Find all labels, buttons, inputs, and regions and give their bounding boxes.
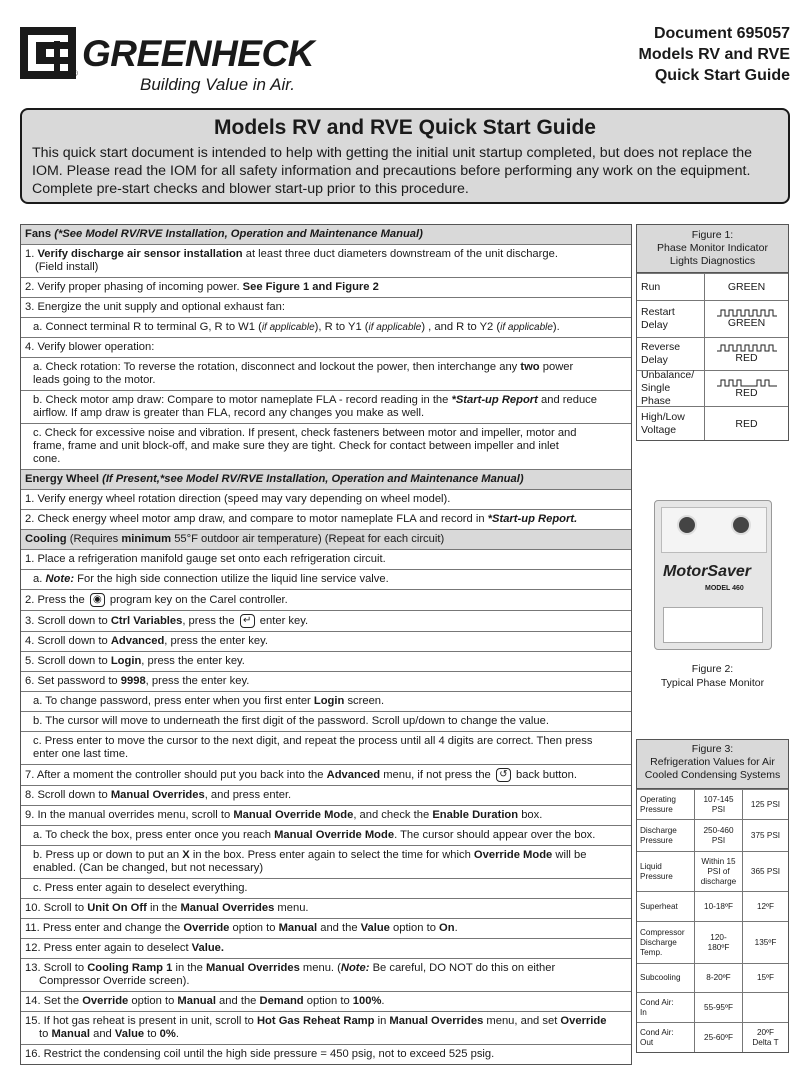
registered-mark: ® — [72, 69, 78, 78]
enter-key-icon: ↵ — [240, 614, 255, 628]
figure-1-title: Figure 1: Phase Monitor Indicator Lights Diagnostics — [637, 225, 788, 273]
cooling-step-14: 14. Set the Override option to Manual and the Demand option to 100%. — [21, 991, 631, 1011]
figure-1-row-run: Run GREEN — [637, 273, 788, 300]
document-info — [639, 23, 790, 86]
logo-mark-icon — [20, 27, 76, 79]
fans-step-4: 4. Verify blower operation: — [21, 337, 631, 357]
cooling-step-3: 3. Scroll down to Ctrl Variables, press the ↵ enter key. — [21, 610, 631, 631]
cooling-step-15: 15. If hot gas reheat is present in unit, scroll to Hot Gas Reheat Ramp in Manual Overrides menu, and set Override to Manual and Value to 0%. — [21, 1011, 631, 1044]
figure-3-row: Compressor Discharge Temp. 120- 180ºF 135ºF — [637, 921, 788, 963]
intro-text: This quick start document is intended to help with getting the initial unit startup completed, but does not replace the IOM. Please read the IOM for all safety information and precautions before performing any work on the equipment. Complete pre-start checks and blower start-up prior to this procedure. — [32, 145, 753, 197]
cooling-step-5: 5. Scroll down to Login, press the enter key. — [21, 651, 631, 671]
fans-step-4a: a. Check rotation: To reverse the rotation, disconnect and lockout the power, then interchange any two power leads going to the motor. — [21, 357, 631, 390]
energy-wheel-step-1: 1. Verify energy wheel rotation direction (speed may vary depending on wheel model). — [21, 489, 631, 509]
fans-section-header: Fans (*See Model RV/RVE Installation, Operation and Maintenance Manual) — [21, 225, 631, 244]
figure-3-row: Superheat 10-18ºF 12ºF — [637, 891, 788, 921]
figure-3-table — [636, 739, 789, 1053]
figure-1-row-reverse-delay: Reverse Delay RED — [637, 337, 788, 370]
figure-1-table — [636, 224, 789, 441]
figure-3-row: Subcooling 8-20ºF 15ºF — [637, 963, 788, 992]
fans-step-1: 1. Verify discharge air sensor installation at least three duct diameters downstream of the unit discharge. (Field install) — [21, 244, 631, 277]
cooling-step-1a: a. Note: For the high side connection utilize the liquid line service valve. — [21, 569, 631, 589]
restart-knob-icon — [731, 515, 751, 535]
figure-1-row-high-low-voltage: High/Low Voltage RED — [637, 406, 788, 440]
document-models: Models RV and RVE — [638, 46, 790, 63]
cooling-step-12: 12. Press enter again to deselect Value. — [21, 938, 631, 958]
energy-wheel-section-header: Energy Wheel (If Present,*see Model RV/RVE Installation, Operation and Maintenance Manual) — [21, 469, 631, 489]
cooling-step-6b: b. The cursor will move to underneath the first digit of the password. Scroll up/down to change the value. — [21, 711, 631, 731]
document-number: Document 695057 — [653, 25, 790, 42]
cooling-step-9c: c. Press enter again to deselect everything. — [21, 878, 631, 898]
document-guide: Quick Start Guide — [654, 67, 790, 84]
cooling-section-header: Cooling (Requires minimum 55°F outdoor air temperature) (Repeat for each circuit) — [21, 529, 631, 549]
figure-3-row: Cond Air: Out 25-60ºF 20ºF Delta T — [637, 1022, 788, 1052]
figure-3-title: Figure 3: Refrigeration Values for Air Cooled Condensing Systems — [637, 740, 788, 789]
cooling-step-13: 13. Scroll to Cooling Ramp 1 in the Manual Overrides menu. (Note: Be careful, DO NOT do this on either Compressor Override screen). — [21, 958, 631, 991]
cooling-step-8: 8. Scroll down to Manual Overrides, and press enter. — [21, 785, 631, 805]
figure-3-row: Discharge Pressure 250-460 PSI 375 PSI — [637, 819, 788, 851]
figure-3-row: Cond Air: In 55-95ºF — [637, 992, 788, 1022]
greenheck-logo — [20, 27, 314, 97]
logo-tagline: Building Value in Air. — [140, 75, 295, 94]
cooling-step-9: 9. In the manual overrides menu, scroll to Manual Override Mode, and check the Enable Duration box. — [21, 805, 631, 825]
cooling-step-9a: a. To check the box, press enter once you reach Manual Override Mode. The cursor should appear over the box. — [21, 825, 631, 845]
phase-monitor-image — [654, 500, 772, 650]
fans-step-4c: c. Check for excessive noise and vibration. If present, check fasteners between motor and impeller, motor and frame, frame and unit block-off, and make sure they are tight. Check for contact between impeller and inlet cone. — [21, 423, 631, 469]
cooling-step-16: 16. Restrict the condensing coil until the high side pressure = 450 psig, not to exceed 525 psig. — [21, 1044, 631, 1064]
steps-table — [20, 224, 632, 1065]
figure-2-caption: Figure 2: Typical Phase Monitor — [660, 663, 765, 689]
figure-3-row: Operating Pressure 107-145 PSI 125 PSI — [637, 789, 788, 819]
cooling-step-9b: b. Press up or down to put an X in the box. Press enter again to select the time for which Override Mode will be enabled. (Can be changed, but not necessary) — [21, 845, 631, 878]
energy-wheel-step-2: 2. Check energy wheel motor amp draw, and compare to motor nameplate FLA and record in *Start-up Report. — [21, 509, 631, 529]
cooling-step-6: 6. Set password to 9998, press the enter key. — [21, 671, 631, 691]
page-title: Models RV and RVE Quick Start Guide — [214, 116, 596, 139]
cooling-step-6c: c. Press enter to move the cursor to the next digit, and repeat the process until all 4 digits are correct. Then press enter one last time. — [21, 731, 631, 764]
cooling-step-7: 7. After a moment the controller should put you back into the Advanced menu, if not press the ↺ back button. — [21, 764, 631, 785]
blink-pattern-icon — [717, 379, 777, 387]
program-key-icon: ◉ — [90, 593, 105, 607]
fans-step-3a: a. Connect terminal R to terminal G, R to W1 (if applicable), R to Y1 (if applicable) , and R to Y2 (if applicable). — [21, 317, 631, 337]
device-model: MODEL 460 — [705, 585, 744, 592]
device-brand: MotorSaver — [663, 563, 752, 580]
blink-fast-icon — [717, 344, 777, 352]
back-key-icon: ↺ — [496, 768, 511, 782]
cooling-step-4: 4. Scroll down to Advanced, press the enter key. — [21, 631, 631, 651]
fans-step-3: 3. Energize the unit supply and optional exhaust fan: — [21, 297, 631, 317]
voltage-knob-icon — [677, 515, 697, 535]
cooling-step-2: 2. Press the ◉ program key on the Carel controller. — [21, 589, 631, 610]
figure-3-row: Liquid Pressure Within 15 PSI of discharge 365 PSI — [637, 851, 788, 891]
blink-slow-icon — [717, 309, 777, 317]
cooling-step-11: 11. Press enter and change the Override option to Manual and the Value option to On. — [21, 918, 631, 938]
cooling-step-1: 1. Place a refrigeration manifold gauge set onto each refrigeration circuit. — [21, 549, 631, 569]
cooling-step-6a: a. To change password, press enter when you first enter Login screen. — [21, 691, 631, 711]
fans-step-4b: b. Check motor amp draw: Compare to motor nameplate FLA - record reading in the *Start-up Report and reduce airflow. If amp draw is greater than FLA, record any changes you make as well. — [21, 390, 631, 423]
fans-step-2: 2. Verify proper phasing of incoming power. See Figure 1 and Figure 2 — [21, 277, 631, 297]
cooling-step-10: 10. Scroll to Unit On Off in the Manual Overrides menu. — [21, 898, 631, 918]
intro-box — [20, 108, 790, 204]
figure-1-row-restart-delay: Restart Delay GREEN — [637, 300, 788, 337]
logo-text: GREENHECK — [82, 33, 314, 74]
figure-1-row-unbalance: Unbalance/ Single Phase RED — [637, 370, 788, 406]
